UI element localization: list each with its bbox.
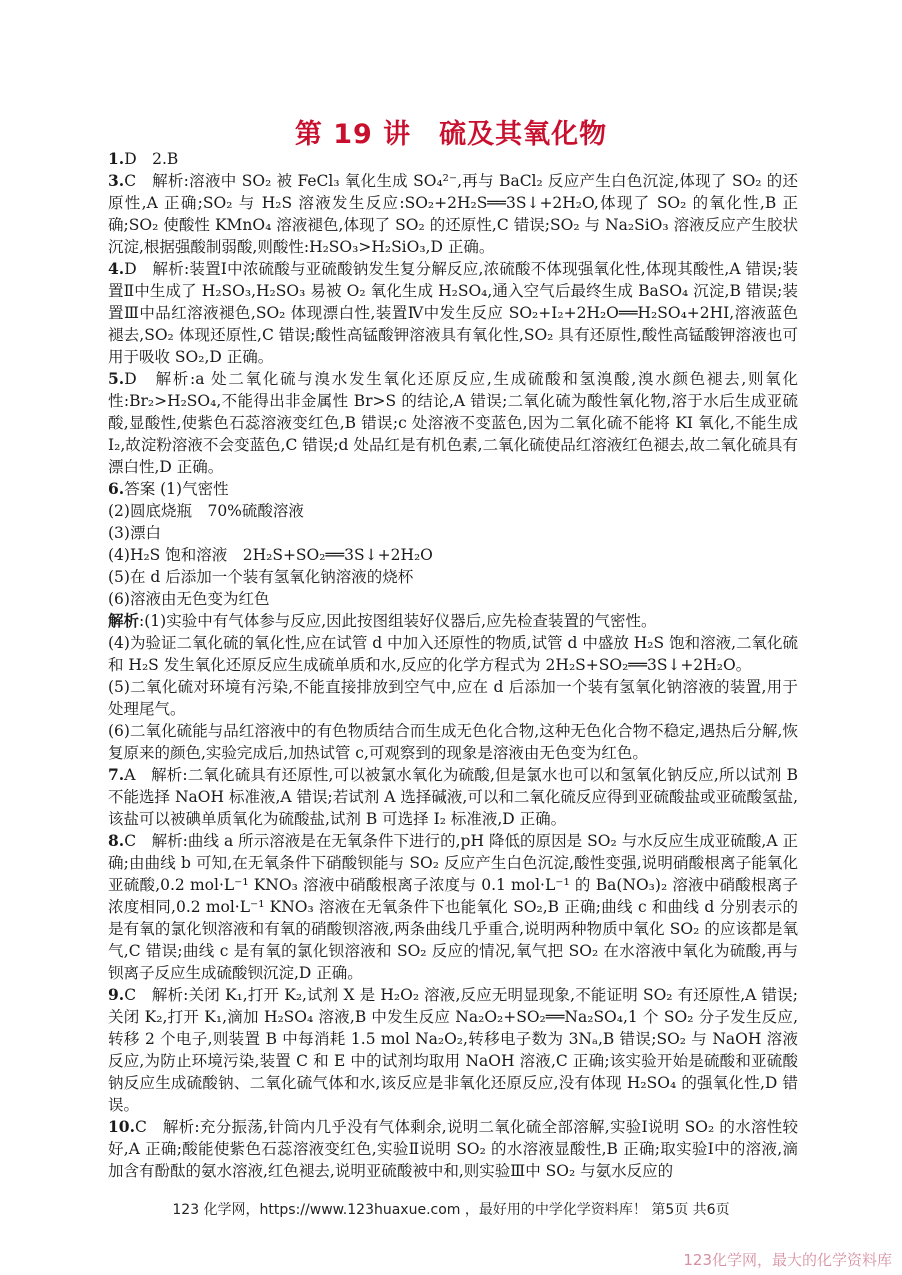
analysis-line: (4)为验证二氧化硫的氧化性,应在试管 d 中加入还原性的物质,试管 d 中盛放 H₂S 饱和溶液,二氧化硫和 H₂S 发生氧化还原反应生成硫单质和水,反应的化学方程式为 2H₂S+SO₂══3S↓+2H₂O。 [108,634,798,674]
page-footer: 123 化学网，https://www.123huaxue.com ，最好用的中学化学资料库！ 第5页 共6页 [172,1202,730,1218]
answer-item: 3.C 解析:溶液中 SO₂ 被 FeCl₃ 氧化生成 SO₄²⁻,再与 BaCl₂ 反应产生白色沉淀,体现了 SO₂ 的还原性,A 正确;SO₂ 与 H₂S 溶液发生反应:SO₂+2H₂S══3S↓+2H₂O,体现了 SO₂ 的氧化性,B 正确;SO₂ 使酸性 KMnO₄ 溶液褪色,体现了 SO₂ 的还原性,C 错误;SO₂ 与 Na₂SiO₃ 溶液反应产生胶状沉淀,根据强酸制弱酸,则酸性:H₂SO₃>H₂SiO₃,D 正确。 [108,171,798,256]
answer-item: 10.C 解析:充分振荡,针筒内几乎没有气体剩余,说明二氧化硫全部溶解,实验Ⅰ说明 SO₂ 的水溶性较好,A 正确;酸能使紫色石蕊溶液变红色,实验Ⅱ说明 SO₂ 的水溶液显酸性,B 正确;取实验Ⅰ中的溶液,滴加含有酚酞的氨水溶液,红色褪去,说明亚硫酸被中和,则实验Ⅲ中 SO₂ 与氨水反应的 [108,1117,798,1180]
answer-content [108,148,798,1182]
answer-line: (3)漂白 [108,524,161,542]
page-title: 第 19 讲 硫及其氧化物 [294,119,608,150]
answer-line: (2)圆底烧瓶 70%硫酸溶液 [108,502,304,520]
answer-item: 5.D 解析:a 处二氧化硫与溴水发生氧化还原反应,生成硫酸和氢溴酸,溴水颜色褪去,则氧化性:Br₂>H₂SO₄,不能得出非金属性 Br>S 的结论,A 错误;二氧化硫为酸性氧化物,溶于水后生成亚硫酸,显酸性,使紫色石蕊溶液变红色,B 错误;c 处溶液不变蓝色,因为二氧化硫不能将 KI 氧化,不能生成 I₂,故淀粉溶液不会变蓝色,C 错误;d 处品红是有机色素,二氧化硫使品红溶液红色褪去,故二氧化硫具有漂白性,D 正确。 [108,369,798,476]
answer-line: (4)H₂S 饱和溶液 2H₂S+SO₂══3S↓+2H₂O [108,546,433,564]
answer-item: 4.D 解析:装置Ⅰ中浓硫酸与亚硫酸钠发生复分解反应,浓硫酸不体现强氧化性,体现其酸性,A 错误;装置Ⅱ中生成了 H₂SO₃,H₂SO₃ 易被 O₂ 氧化生成 H₂SO₄,通入空气后最终生成 BaSO₄ 沉淀,B 错误;装置Ⅲ中品红溶液褪色,SO₂ 体现漂白性,装置Ⅳ中发生反应 SO₂+I₂+2H₂O══H₂SO₄+2HI,溶液蓝色褪去,SO₂ 体现还原性,C 错误;酸性高锰酸钾溶液具有氧化性,SO₂ 具有还原性,酸性高锰酸钾溶液也可用于吸收 SO₂,D 正确。 [108,259,798,366]
answer-item: 7.A 解析:二氧化硫具有还原性,可以被氯水氧化为硫酸,但是氯水也可以和氢氧化钠反应,所以试剂 B 不能选择 NaOH 标准液,A 错误;若试剂 A 选择碱液,可以和二氧化硫反应得到亚硫酸盐或亚硫酸氢盐,该盐可以被碘单质氧化为硫酸盐,试剂 B 可选择 I₂ 标准液,D 正确。 [108,765,798,828]
answer-item: 1.D 2.B [108,149,179,168]
analysis-line: 解析:(1)实验中有气体参与反应,因此按图组装好仪器后,应先检查装置的气密性。 [108,611,657,630]
analysis-line: (5)二氧化硫对环境有污染,不能直接排放到空气中,应在 d 后添加一个装有氢氧化钠溶液的装置,用于处理尾气。 [108,678,798,718]
answer-line: (5)在 d 后添加一个装有氢氧化钠溶液的烧杯 [108,568,414,586]
answer-item: 9.C 解析:关闭 K₁,打开 K₂,试剂 X 是 H₂O₂ 溶液,反应无明显现象,不能证明 SO₂ 有还原性,A 错误;关闭 K₂,打开 K₁,滴加 H₂SO₄ 溶液,B 中发生反应 Na₂O₂+SO₂══Na₂SO₄,1 个 SO₂ 分子发生反应,转移 2 个电子,则装置 B 中每消耗 1.5 mol Na₂O₂,转移电子数为 3Nₐ,B 错误;SO₂ 与 NaOH 溶液反应,为防止环境污染,装置 C 和 E 中的试剂均取用 NaOH 溶液,C 正确;该实验开始是硫酸和亚硫酸钠反应生成硫酸钠、二氧化硫气体和水,该反应是非氧化还原反应,没有体现 H₂SO₄ 的强氧化性,D 错误。 [108,985,798,1114]
answer-item: 8.C 解析:曲线 a 所示溶液是在无氧条件下进行的,pH 降低的原因是 SO₂ 与水反应生成亚硫酸,A 正确;由曲线 b 可知,在无氧条件下硝酸钡能与 SO₂ 反应产生白色沉淀,酸性变强,说明硝酸根离子能氧化亚硫酸,0.2 mol·L⁻¹ KNO₃ 溶液中硝酸根离子浓度与 0.1 mol·L⁻¹ 的 Ba(NO₃)₂ 溶液中硝酸根离子浓度相同,0.2 mol·L⁻¹ KNO₃ 溶液在无氧条件下也能氧化 SO₂,B 正确;曲线 c 和曲线 d 分别表示的是有氧的氯化钡溶液和有氧的硝酸钡溶液,两条曲线几乎重合,说明两种物质中氧化 SO₂ 的应该都是氧气,C 错误;曲线 c 是有氧的氯化钡溶液和 SO₂ 反应的情况,氧气把 SO₂ 在水溶液中氧化为硫酸,再与钡离子反应生成硫酸钡沉淀,D 正确。 [108,831,798,982]
watermark: 123化学网，最大的化学资料库 [683,1251,892,1269]
answer-line: (6)溶液由无色变为红色 [108,590,270,608]
analysis-line: (6)二氧化硫能与品红溶液中的有色物质结合而生成无色化合物,这种无色化合物不稳定,遇热后分解,恢复原来的颜色,实验完成后,加热试管 c,可观察到的现象是溶液由无色变为红色。 [108,722,798,762]
answer-item-6: 6.答案 (1)气密性 [108,479,229,498]
